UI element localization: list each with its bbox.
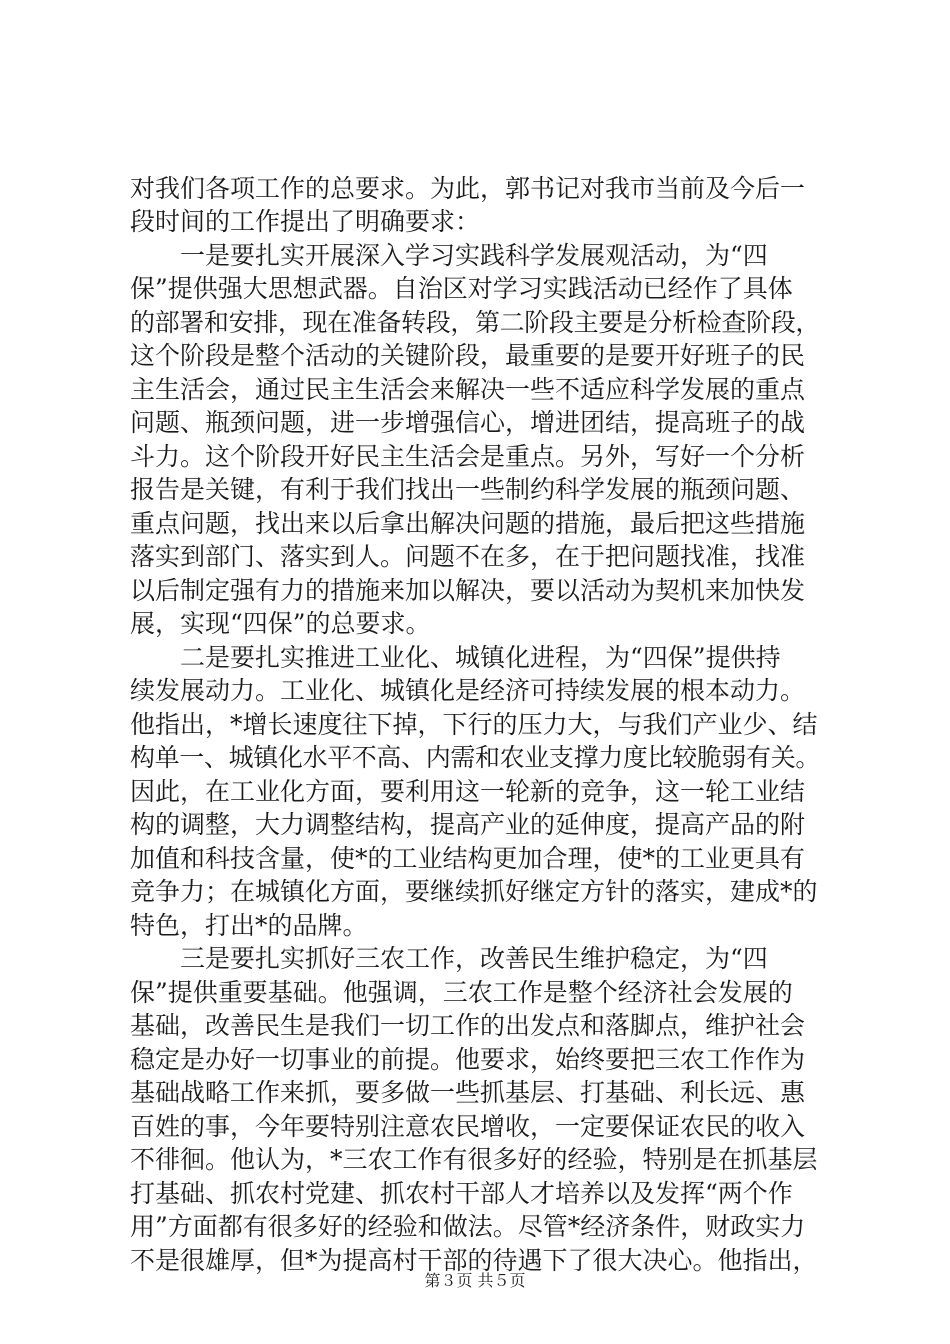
text-line: 二是要扎实推进工业化、城镇化进程，为“四保”提供持 xyxy=(130,643,781,672)
text-line: 段时间的工作提出了明确要求： xyxy=(130,207,481,236)
text-line: 报告是关键，有利于我们找出一些制约科学发展的瓶颈问题、 xyxy=(130,475,806,504)
page-number: 第３页 共５页 xyxy=(424,1271,526,1290)
text-line: 加值和科技含量，使*的工业结构更加合理，使*的工业更具有 xyxy=(130,844,806,873)
text-line: 构的调整，大力调整结构，提高产业的延伸度，提高产品的附 xyxy=(130,810,806,839)
text-line: 重点问题，找出来以后拿出解决问题的措施，最后把这些措施 xyxy=(130,509,806,538)
text-line: 一是要扎实开展深入学习实践科学发展观活动，为“四 xyxy=(130,241,768,270)
text-line: 他指出，*增长速度往下掉，下行的压力大，与我们产业少、结 xyxy=(130,710,818,739)
text-line: 以后制定强有力的措施来加以解决，要以活动为契机来加快发 xyxy=(130,576,806,605)
text-line: 不是很雄厚，但*为提高村干部的待遇下了很大决心。他指出， xyxy=(130,1246,818,1275)
text-line: 特色，打出*的品牌。 xyxy=(130,911,368,940)
text-line: 百姓的事，今年要特别注意农民增收，一定要保证农民的收入 xyxy=(130,1112,806,1141)
text-line: 对我们各项工作的总要求。为此，郭书记对我市当前及今后一 xyxy=(130,174,806,203)
text-line: 续发展动力。工业化、城镇化是经济可持续发展的根本动力。 xyxy=(130,676,806,705)
text-line: 保”提供重要基础。他强调，三农工作是整个经济社会发展的 xyxy=(130,978,793,1007)
text-line: 竞争力；在城镇化方面，要继续抓好继定方针的落实，建成*的 xyxy=(130,877,818,906)
text-line: 主生活会，通过民主生活会来解决一些不适应科学发展的重点 xyxy=(130,375,806,404)
text-line: 展，实现“四保”的总要求。 xyxy=(130,609,431,638)
text-line: 基础，改善民生是我们一切工作的出发点和落脚点，维护社会 xyxy=(130,1011,806,1040)
text-line: 斗力。这个阶段开好民主生活会是重点。另外，写好一个分析 xyxy=(130,442,806,471)
text-line: 保”提供强大思想武器。自治区对学习实践活动已经作了具体 xyxy=(130,274,793,303)
text-line: 这个阶段是整个活动的关键阶段，最重要的是要开好班子的民 xyxy=(130,341,806,370)
text-line: 的部署和安排，现在准备转段，第二阶段主要是分析检查阶段， xyxy=(130,308,820,337)
text-line: 基础战略工作来抓，要多做一些抓基层、打基础、利长远、惠 xyxy=(130,1078,806,1107)
text-line: 构单一、城镇化水平不高、内需和农业支撑力度比较脆弱有关。 xyxy=(130,743,820,772)
text-line: 三是要扎实抓好三农工作，改善民生维护稳定，为“四 xyxy=(130,944,768,973)
text-line: 落实到部门、落实到人。问题不在多，在于把问题找准，找准 xyxy=(130,542,806,571)
text-line: 不徘徊。他认为，*三农工作有很多好的经验，特别是在抓基层 xyxy=(130,1145,818,1174)
text-line: 因此，在工业化方面，要利用这一轮新的竞争，这一轮工业结 xyxy=(130,777,806,806)
text-line: 问题、瓶颈问题，进一步增强信心，增进团结，提高班子的战 xyxy=(130,408,806,437)
text-line: 打基础、抓农村党建、抓农村干部人才培养以及发挥“两个作 xyxy=(130,1179,793,1208)
text-line: 稳定是办好一切事业的前提。他要求，始终要把三农工作作为 xyxy=(130,1045,806,1074)
text-line: 用”方面都有很多好的经验和做法。尽管*经济条件，财政实力 xyxy=(130,1212,806,1241)
